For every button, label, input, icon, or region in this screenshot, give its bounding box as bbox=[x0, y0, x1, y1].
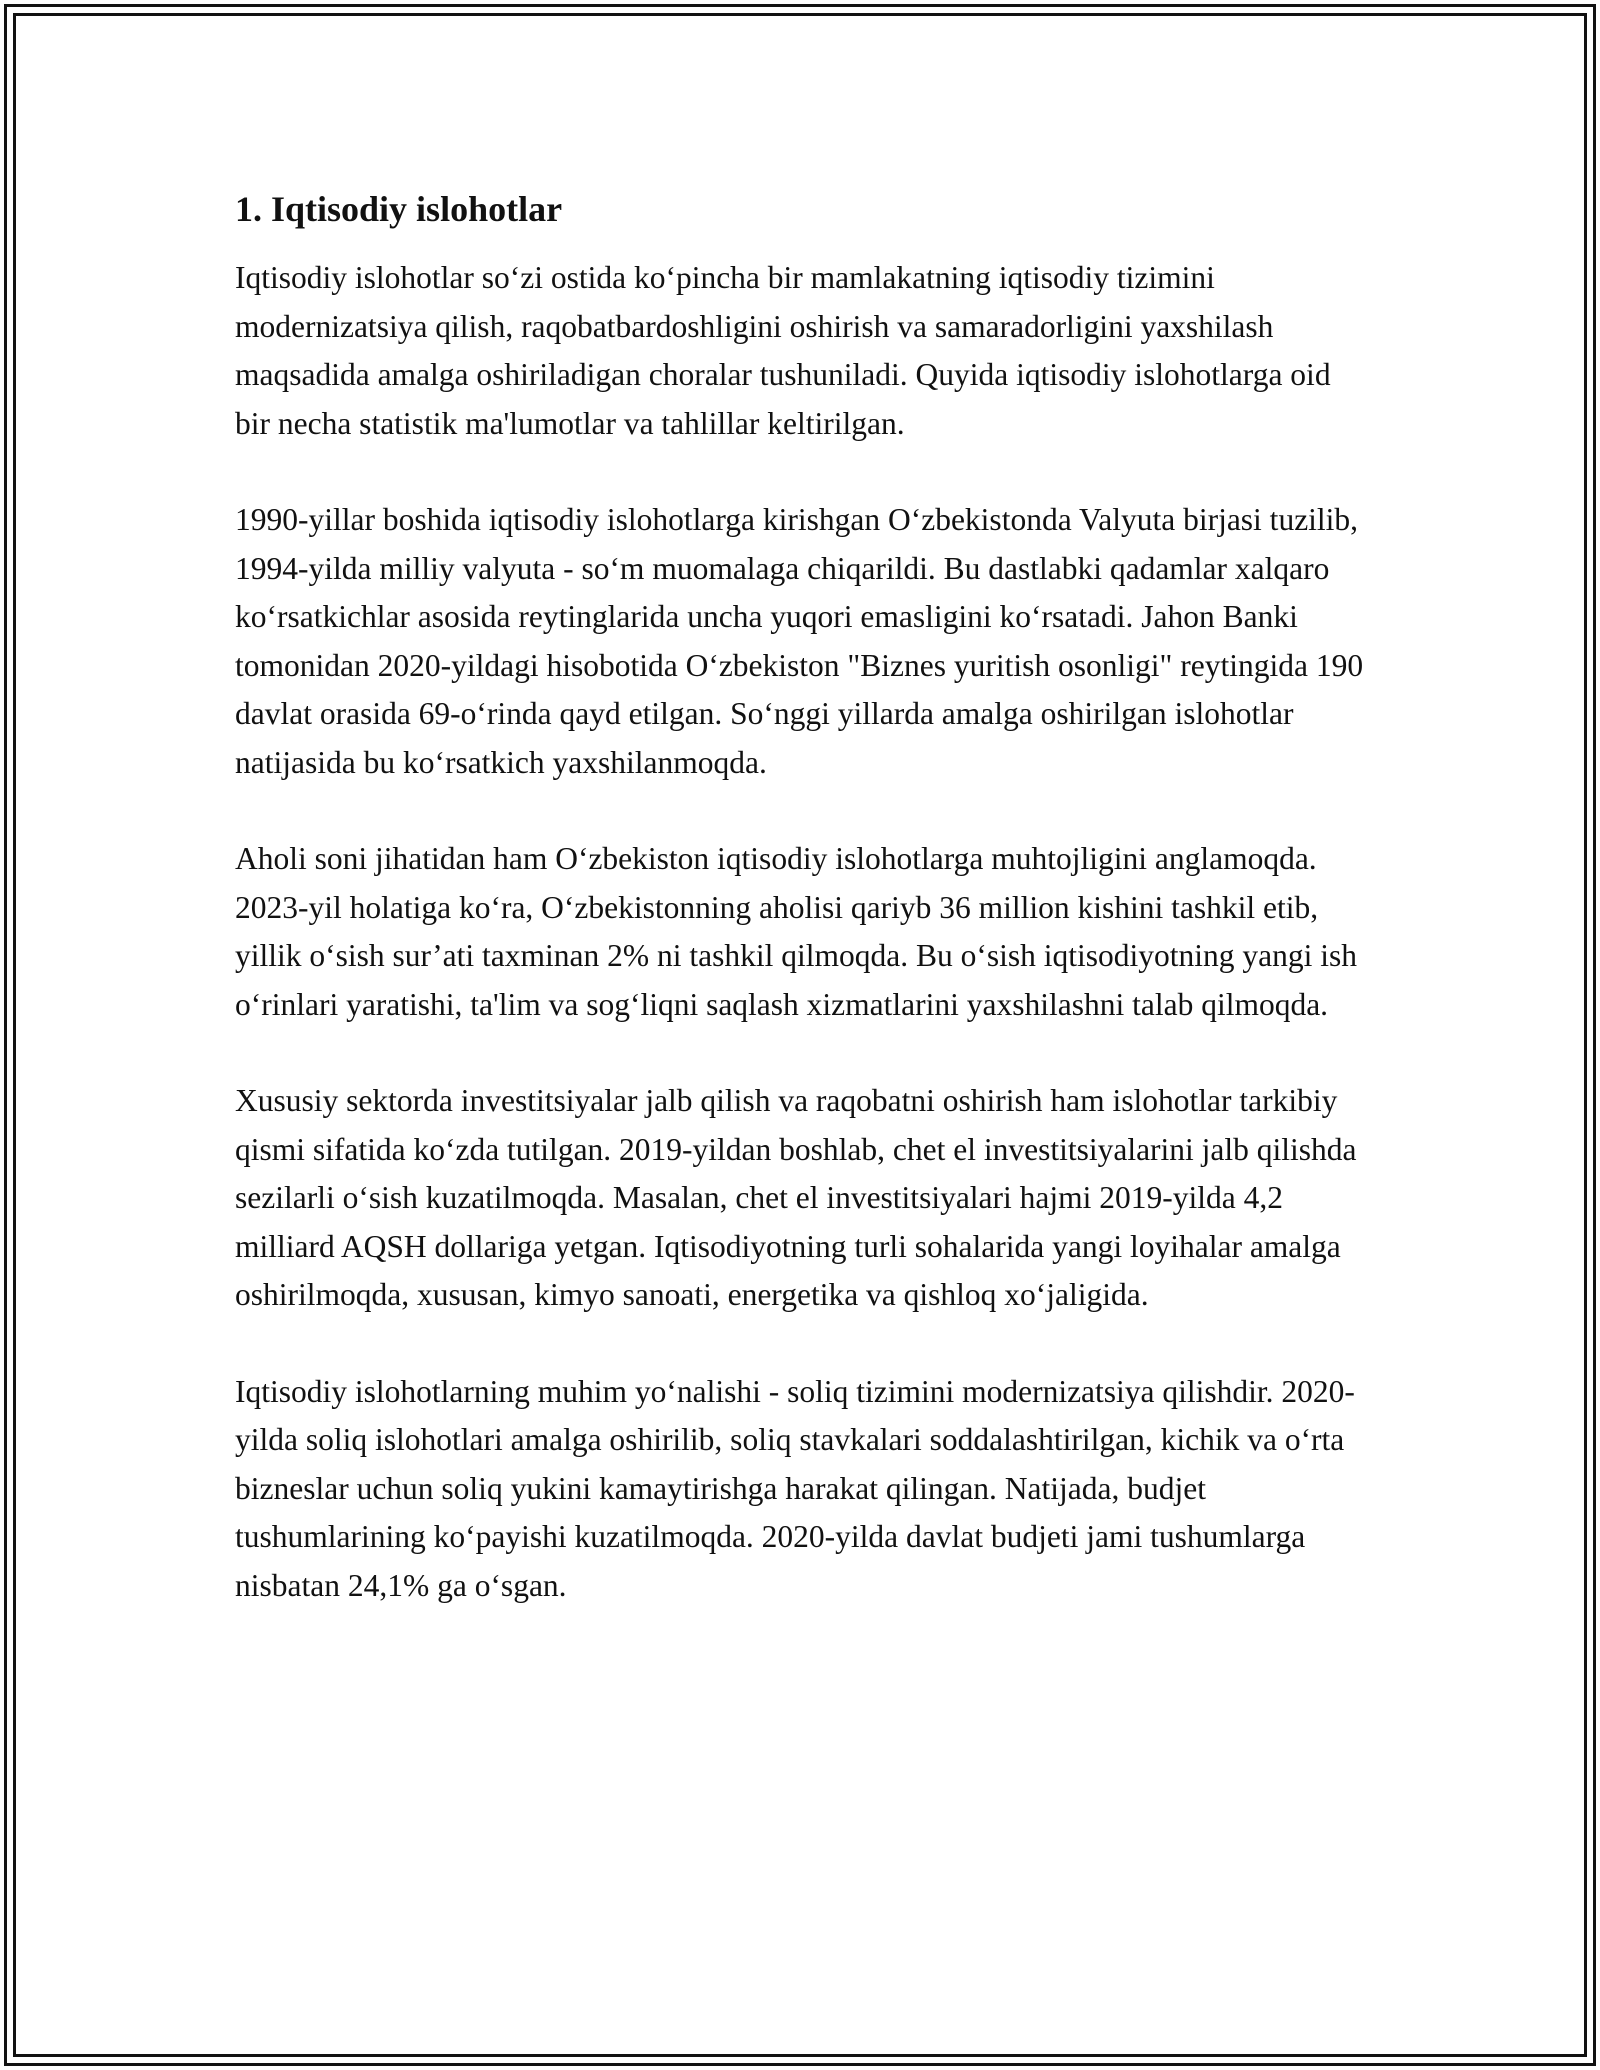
paragraph-intro: Iqtisodiy islohotlar so‘zi ostida ko‘pincha bir mamlakatning iqtisodiy tizimini modernizatsiya qilish, raqobatbardoshligini oshirish va samaradorligini yaxshilash maqsadida amalga oshiriladigan choralar tushuniladi. Quyida iqtisodiy islohotlarga oid bir necha statistik ma'lumotlar va tahlillar keltirilgan. bbox=[235, 260, 1331, 441]
document-body bbox=[235, 186, 1365, 1658]
paragraph-tax-reform: Iqtisodiy islohotlarning muhim yo‘nalishi - soliq tizimini modernizatsiya qilishdir. 2020-yilda soliq islohotlari amalga oshirilib, soliq stavkalari soddalashtirilgan, kichik va o‘rta bizneslar uchun soliq yukini kamaytirishga harakat qilingan. Natijada, budjet tushumlarining ko‘payishi kuzatilmoqda. 2020-yilda davlat budjeti jami tushumlarga nisbatan 24,1% ga o‘sgan. bbox=[235, 1373, 1355, 1603]
paragraph-investment: Xususiy sektorda investitsiyalar jalb qilish va raqobatni oshirish ham islohotlar tarkibiy qismi sifatida ko‘zda tutilgan. 2019-yildan boshlab, chet el investitsiyalarini jalb qilishda sezilarli o‘sish kuzatilmoqda. Masalan, chet el investitsiyalari hajmi 2019-yilda 4,2 milliard AQSH dollariga yetgan. Iqtisodiyotning turli sohalarida yangi loyihalar amalga oshirilmoqda, xususan, kimyo sanoati, energetika va qishloq xo‘jaligida. bbox=[235, 1083, 1357, 1312]
paragraph-currency-history: 1990-yillar boshida iqtisodiy islohotlarga kirishgan O‘zbekistonda Valyuta birjasi tuzilib, 1994-yilda milliy valyuta - so‘m muomalaga chiqarildi. Bu dastlabki qadamlar xalqaro ko‘rsatkichlar asosida reytinglarida uncha yuqori emasligini ko‘rsatadi. Jahon Banki tomonidan 2020-yildagi hisobotida O‘zbekiston "Biznes yuritish osonligi" reytingida 190 davlat orasida 69-o‘rinda qayd etilgan. So‘nggi yillarda amalga oshirilgan islohotlar natijasida bu ko‘rsatkich yaxshilanmoqda. bbox=[235, 502, 1364, 780]
paragraph-population: Aholi soni jihatidan ham O‘zbekiston iqtisodiy islohotlarga muhtojligini anglamoqda. 2023-yil holatiga ko‘ra, O‘zbekistonning aholisi qariyb 36 million kishini tashkil etib, yillik o‘sish sur’ati taxminan 2% ni tashkil qilmoqda. Bu o‘sish iqtisodiyotning yangi ish o‘rinlari yaratishi, ta'lim va sog‘liqni saqlash xizmatlarini yaxshilashni talab qilmoqda. bbox=[235, 841, 1358, 1022]
section-heading: 1. Iqtisodiy islohotlar bbox=[235, 189, 563, 229]
